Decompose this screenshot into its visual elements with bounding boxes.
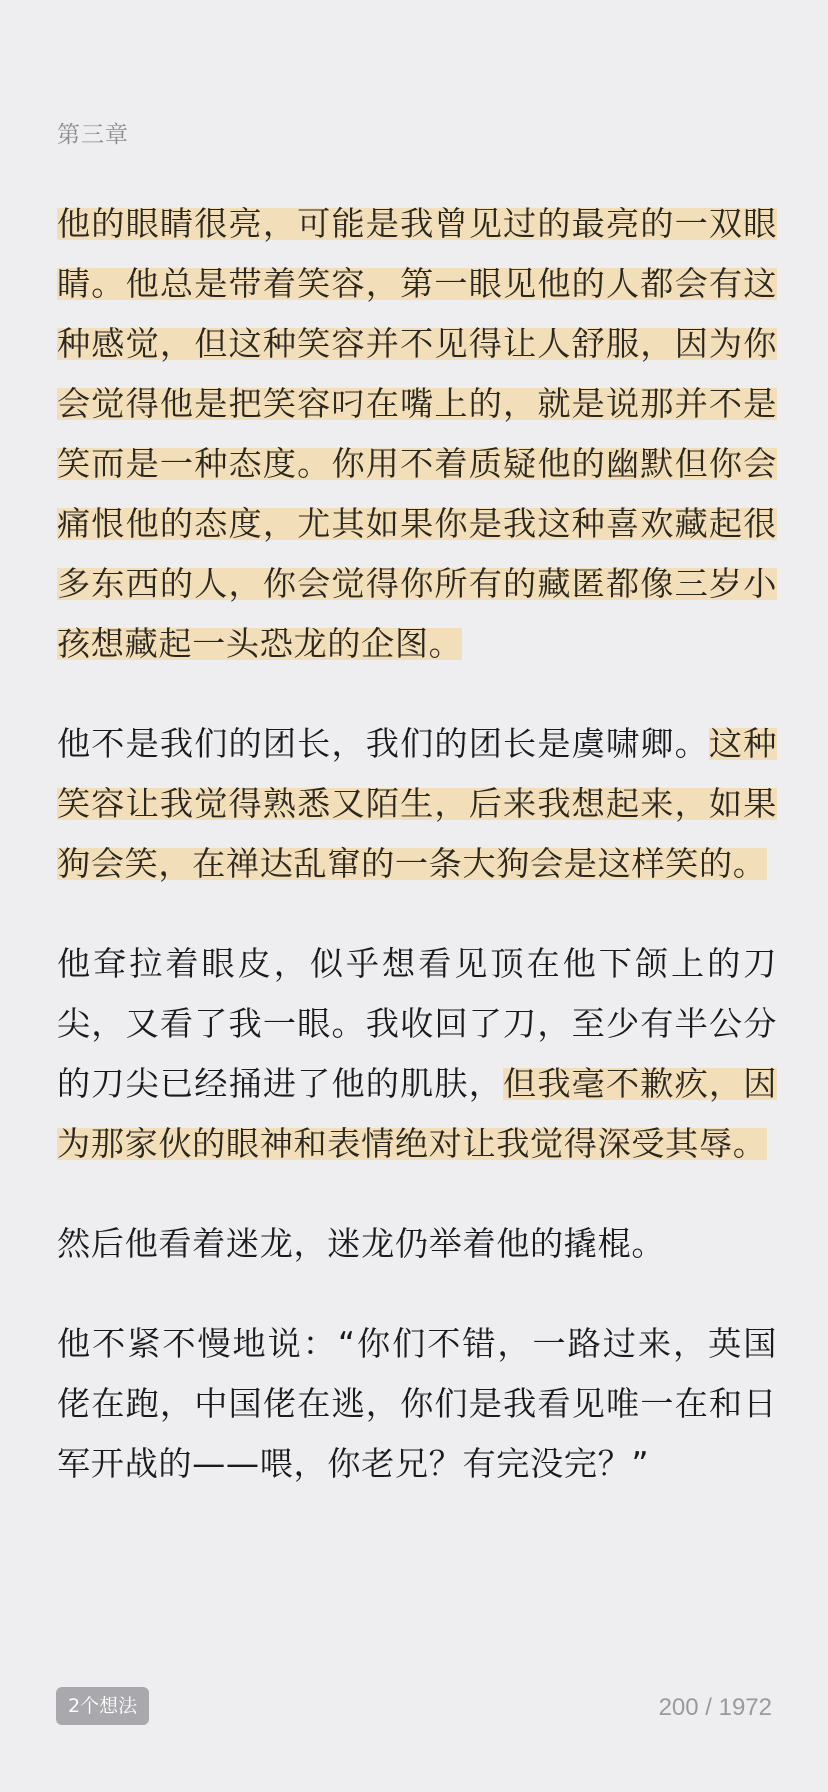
chapter-title: 第三章 xyxy=(57,122,129,148)
paragraph-1[interactable] xyxy=(57,194,777,674)
paragraph-3[interactable] xyxy=(57,934,777,1174)
highlighted-passage[interactable]: 他的眼睛很亮，可能是我曾见过的最亮的一双眼睛。他总是带着笑容，第一眼见他的人都会有这种感觉，但这种笑容并不见得让人舒服，因为你会觉得他是把笑容叼在嘴上的，就是说那并不是笑而是一种态度。你用不着质疑他的幽默但你会痛恨他的态度，尤其如果你是我这种喜欢藏起很多东西的人，你会觉得你所有的藏匿都像三岁小孩想藏起一头恐龙的企图。 xyxy=(57,204,777,663)
text-segment: 然后他看着迷龙，迷龙仍举着他的撬棍。 xyxy=(57,1224,666,1263)
highlighted-passage[interactable]: 但我毫不歉疚，因为那家伙的眼神和表情绝对让我觉得深受其辱。 xyxy=(57,1064,777,1163)
text-segment: 他不是我们的团长，我们的团长是虞啸卿。 xyxy=(57,724,709,763)
reading-content xyxy=(57,194,777,1534)
text-segment: 他耷拉着眼皮，似乎想看见顶在他下颌上的刀尖，又看了我一眼。我收回了刀，至少有半公分的刀尖已经捅进了他的肌肤， xyxy=(57,944,777,1103)
page-indicator: 200 / 1972 xyxy=(658,1694,772,1721)
thoughts-button[interactable]: 2个想法 xyxy=(56,1687,149,1725)
highlighted-passage[interactable]: 这种笑容让我觉得熟悉又陌生，后来我想起来，如果狗会笑，在禅达乱窜的一条大狗会是这样笑的。 xyxy=(57,724,777,883)
paragraph-2[interactable] xyxy=(57,714,777,894)
paragraph-4[interactable] xyxy=(57,1214,777,1274)
text-segment: 他不紧不慢地说：“你们不错，一路过来，英国佬在跑，中国佬在逃，你们是我看见唯一在和日军开战的——喂，你老兄？有完没完？” xyxy=(57,1324,777,1483)
paragraph-5[interactable] xyxy=(57,1314,777,1494)
